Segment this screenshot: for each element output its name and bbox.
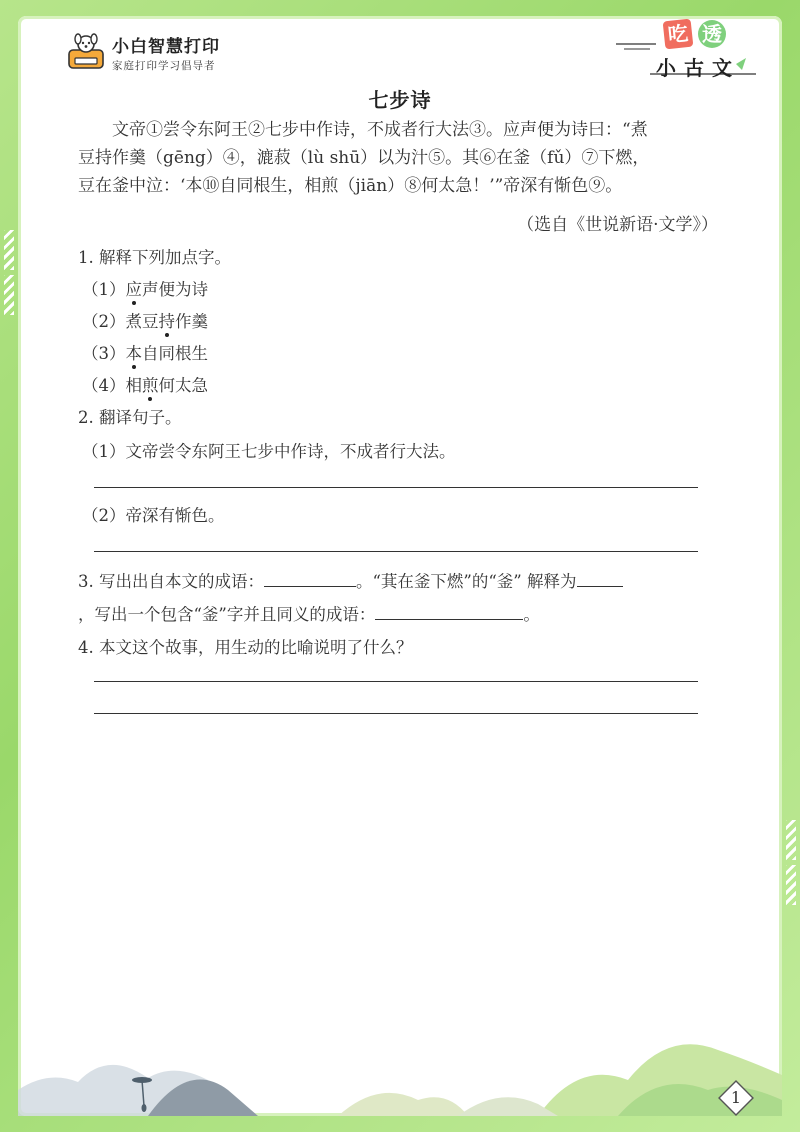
question-1-item	[82, 276, 208, 300]
item-number: （3）	[82, 344, 126, 363]
mountain-scenery-illustration	[18, 1020, 782, 1116]
brand-slogan: 家庭打印学习倡导者	[112, 59, 216, 72]
question-3-text: 3. 写出出自本文的成语：	[78, 572, 264, 591]
item-text-pre: 相	[125, 376, 142, 395]
item-text-post: 何太急	[158, 376, 208, 395]
brand-logo	[66, 30, 220, 74]
answer-blank[interactable]	[264, 585, 356, 587]
question-1-item	[82, 372, 208, 396]
dotted-character: 应	[125, 280, 142, 299]
passage-text	[78, 116, 730, 200]
answer-line[interactable]	[94, 551, 698, 552]
page-number: 1	[730, 1088, 742, 1107]
item-text-post: 自同根生	[142, 344, 208, 363]
right-stripe-decoration	[786, 865, 796, 905]
left-stripe-decoration	[4, 230, 14, 270]
series-badge-through: 透	[698, 20, 726, 48]
item-number: （2）	[82, 312, 126, 331]
passage-source: （选自《世说新语·文学》）	[517, 215, 718, 235]
item-text-post: 作羹	[175, 312, 208, 331]
item-text-post: 声便为诗	[142, 280, 208, 299]
question-1: 1. 解释下列加点字。	[78, 248, 231, 267]
question-3-text: ，写出一个包含“釜”字并且同义的成语：	[78, 605, 376, 624]
passage-line: 文帝①尝令东阿王②七步中作诗，不成者行大法③。应声便为诗曰：“煮	[112, 120, 648, 140]
answer-blank[interactable]	[375, 618, 523, 620]
left-stripe-decoration	[4, 275, 14, 315]
dotted-character: 持	[158, 312, 175, 331]
dotted-character: 煎	[142, 376, 159, 395]
brand-text	[112, 32, 220, 73]
brand-name: 小白智慧打印	[112, 36, 220, 57]
poem-title: 七步诗	[368, 88, 432, 112]
question-2: 2. 翻译句子。	[78, 408, 182, 427]
passage-line: 豆在釜中泣：‘本⑩自同根生，相煎（jiān）⑧何太急！’”帝深有惭色⑨。	[78, 176, 623, 196]
dotted-character: 本	[125, 344, 142, 363]
printer-dog-icon	[66, 32, 106, 72]
answer-line[interactable]	[94, 487, 698, 488]
question-3-text: 。	[523, 605, 540, 624]
page-number-badge	[716, 1078, 756, 1118]
question-1-item	[82, 308, 208, 332]
item-number: （1）	[82, 280, 126, 299]
question-1-item	[82, 340, 208, 364]
question-3-text: 。“萁在釜下燃”的“釜” 解释为	[356, 572, 577, 591]
right-stripe-decoration	[786, 820, 796, 860]
series-name: 小古文	[656, 56, 740, 80]
answer-line[interactable]	[94, 681, 698, 682]
question-2-item: （2）帝深有惭色。	[82, 506, 225, 525]
question-3-line1	[78, 568, 623, 592]
series-badge-eat: 吃	[663, 19, 694, 50]
series-badge	[610, 18, 760, 80]
answer-line[interactable]	[94, 713, 698, 714]
answer-blank[interactable]	[577, 585, 623, 587]
item-text-pre: 煮豆	[125, 312, 159, 331]
item-number: （4）	[82, 376, 126, 395]
passage-line: 豆持作羹（gēng）④，漉菽（lù shū）以为汁⑤。其⑥在釜（fǔ）⑦下燃，	[78, 148, 650, 168]
question-3-line2	[78, 601, 540, 625]
question-4: 4. 本文这个故事，用生动的比喻说明了什么？	[78, 638, 413, 657]
question-2-item: （1）文帝尝令东阿王七步中作诗，不成者行大法。	[82, 442, 456, 461]
